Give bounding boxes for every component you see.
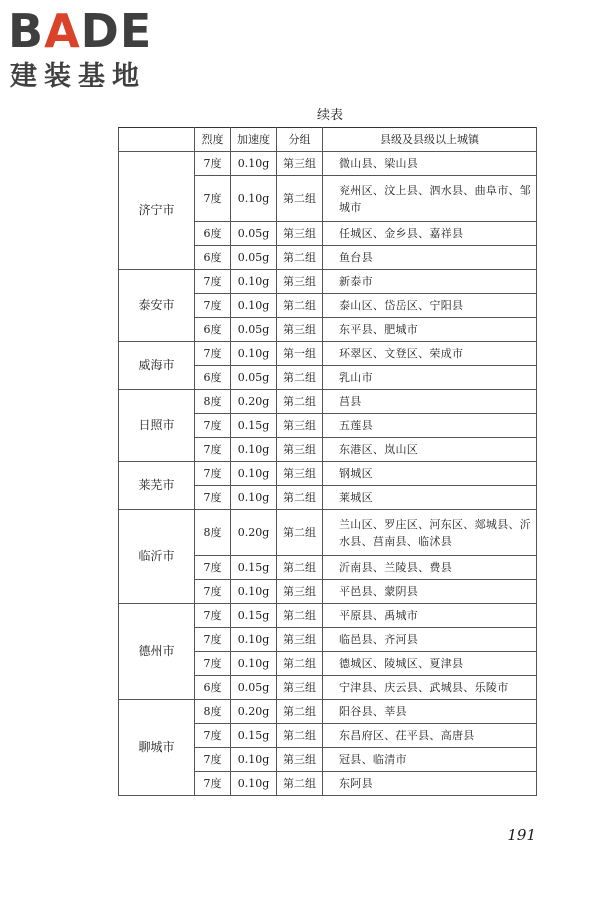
group-cell: 第二组 [277,366,323,390]
group-cell: 第三组 [277,580,323,604]
table-row [119,342,537,366]
towns-cell: 平原县、禹城市 [323,604,537,628]
acceleration-cell: 0.05g [231,676,277,700]
intensity-cell: 7度 [195,462,231,486]
towns-cell: 东昌府区、茌平县、高唐县 [323,724,537,748]
logo-letter-b: B [8,4,45,58]
towns-cell: 宁津县、庆云县、武城县、乐陵市 [323,676,537,700]
intensity-cell: 7度 [195,294,231,318]
towns-cell: 平邑县、蒙阴县 [323,580,537,604]
intensity-cell: 7度 [195,772,231,796]
towns-cell: 泰山区、岱岳区、宁阳县 [323,294,537,318]
intensity-cell: 7度 [195,628,231,652]
group-cell: 第二组 [277,486,323,510]
towns-cell: 临邑县、齐河县 [323,628,537,652]
towns-cell: 五莲县 [323,414,537,438]
towns-cell: 莒县 [323,390,537,414]
city-cell: 聊城市 [119,700,195,796]
table-body [119,152,537,796]
intensity-cell: 6度 [195,366,231,390]
acceleration-cell: 0.10g [231,748,277,772]
acceleration-cell: 0.10g [231,772,277,796]
table-caption: 续表 [316,108,343,123]
logo-wordmark [8,6,176,56]
acceleration-cell: 0.05g [231,222,277,246]
group-cell: 第三组 [277,438,323,462]
logo-letters-de: DE [80,4,153,58]
group-cell: 第二组 [277,652,323,676]
table-row [119,700,537,724]
acceleration-cell: 0.10g [231,342,277,366]
acceleration-cell: 0.10g [231,652,277,676]
intensity-cell: 6度 [195,246,231,270]
bade-logo [8,6,176,94]
intensity-cell: 7度 [195,724,231,748]
towns-cell: 微山县、梁山县 [323,152,537,176]
table-row [119,270,537,294]
logo-chinese-text: 建装基地 [10,61,146,92]
towns-cell: 环翠区、文登区、荣成市 [323,342,537,366]
acceleration-cell: 0.10g [231,628,277,652]
intensity-cell: 7度 [195,604,231,628]
acceleration-cell: 0.15g [231,556,277,580]
header-intensity: 烈度 [195,128,231,152]
towns-cell: 鱼台县 [323,246,537,270]
towns-cell: 莱城区 [323,486,537,510]
group-cell: 第三组 [277,628,323,652]
group-cell: 第二组 [277,700,323,724]
intensity-cell: 7度 [195,580,231,604]
intensity-cell: 7度 [195,414,231,438]
acceleration-cell: 0.15g [231,724,277,748]
group-cell: 第二组 [277,176,323,222]
acceleration-cell: 0.20g [231,700,277,724]
intensity-cell: 8度 [195,700,231,724]
city-cell: 临沂市 [119,510,195,604]
city-cell: 泰安市 [119,270,195,342]
towns-cell: 阳谷县、莘县 [323,700,537,724]
group-cell: 第二组 [277,294,323,318]
acceleration-cell: 0.05g [231,318,277,342]
intensity-cell: 7度 [195,556,231,580]
acceleration-cell: 0.10g [231,294,277,318]
intensity-cell: 6度 [195,222,231,246]
group-cell: 第三组 [277,414,323,438]
intensity-cell: 7度 [195,270,231,294]
acceleration-cell: 0.15g [231,604,277,628]
acceleration-cell: 0.05g [231,366,277,390]
acceleration-cell: 0.10g [231,270,277,294]
towns-cell: 冠县、临清市 [323,748,537,772]
acceleration-cell: 0.10g [231,438,277,462]
towns-cell: 东港区、岚山区 [323,438,537,462]
acceleration-cell: 0.10g [231,176,277,222]
towns-cell: 乳山市 [323,366,537,390]
intensity-cell: 6度 [195,318,231,342]
intensity-cell: 7度 [195,748,231,772]
group-cell: 第一组 [277,342,323,366]
group-cell: 第二组 [277,556,323,580]
intensity-cell: 7度 [195,342,231,366]
acceleration-cell: 0.10g [231,580,277,604]
table-row [119,510,537,556]
table-row [119,390,537,414]
group-cell: 第三组 [277,676,323,700]
group-cell: 第三组 [277,222,323,246]
group-cell: 第二组 [277,772,323,796]
acceleration-cell: 0.20g [231,510,277,556]
table-row [119,462,537,486]
logo-letter-a: A [44,4,81,58]
city-cell: 日照市 [119,390,195,462]
header-acceleration: 加速度 [231,128,277,152]
group-cell: 第三组 [277,152,323,176]
intensity-cell: 6度 [195,676,231,700]
group-cell: 第二组 [277,510,323,556]
group-cell: 第三组 [277,748,323,772]
towns-cell: 新泰市 [323,270,537,294]
towns-cell: 沂南县、兰陵县、费县 [323,556,537,580]
intensity-cell: 7度 [195,652,231,676]
city-cell: 莱芜市 [119,462,195,510]
towns-cell: 钢城区 [323,462,537,486]
towns-cell: 东阿县 [323,772,537,796]
header-group: 分组 [277,128,323,152]
table-row [119,604,537,628]
acceleration-cell: 0.05g [231,246,277,270]
towns-cell: 任城区、金乡县、嘉祥县 [323,222,537,246]
city-cell: 济宁市 [119,152,195,270]
intensity-cell: 8度 [195,390,231,414]
intensity-cell: 7度 [195,152,231,176]
group-cell: 第二组 [277,246,323,270]
intensity-cell: 7度 [195,486,231,510]
page-number: 191 [507,826,536,844]
city-cell: 威海市 [119,342,195,390]
towns-cell: 兰山区、罗庄区、河东区、郯城县、沂水县、莒南县、临沭县 [323,510,537,556]
acceleration-cell: 0.15g [231,414,277,438]
group-cell: 第二组 [277,724,323,748]
intensity-cell: 7度 [195,176,231,222]
group-cell: 第二组 [277,604,323,628]
intensity-cell: 8度 [195,510,231,556]
group-cell: 第三组 [277,462,323,486]
towns-cell: 兖州区、汶上县、泗水县、曲阜市、邹城市 [323,176,537,222]
towns-cell: 东平县、肥城市 [323,318,537,342]
seismic-zone-table [118,127,537,796]
group-cell: 第三组 [277,270,323,294]
acceleration-cell: 0.20g [231,390,277,414]
acceleration-cell: 0.10g [231,486,277,510]
group-cell: 第三组 [277,318,323,342]
acceleration-cell: 0.10g [231,462,277,486]
header-city [119,128,195,152]
header-towns: 县级及县级以上城镇 [323,128,537,152]
city-cell: 德州市 [119,604,195,700]
table-header-row [119,128,537,152]
table-row [119,152,537,176]
towns-cell: 德城区、陵城区、夏津县 [323,652,537,676]
acceleration-cell: 0.10g [231,152,277,176]
intensity-cell: 7度 [195,438,231,462]
group-cell: 第二组 [277,390,323,414]
